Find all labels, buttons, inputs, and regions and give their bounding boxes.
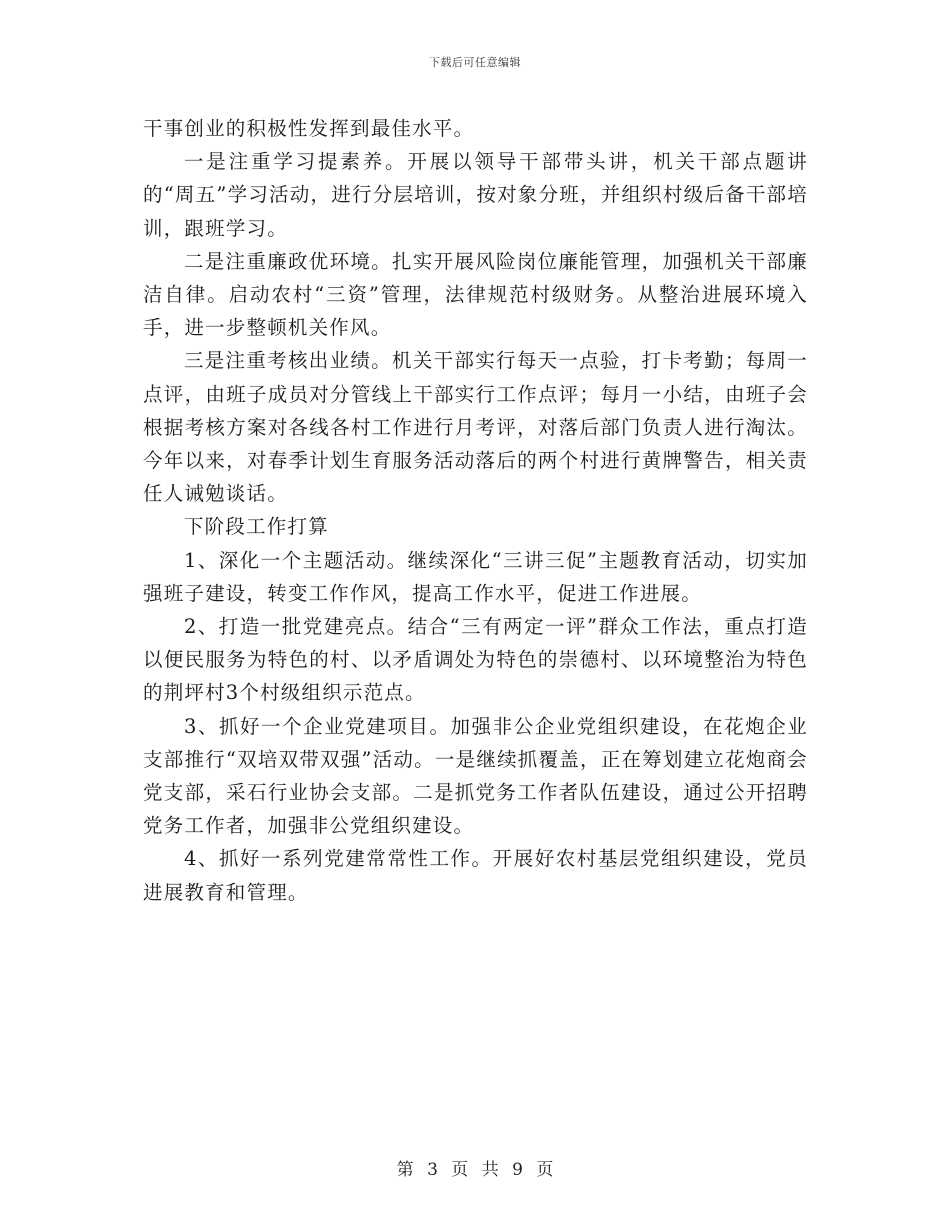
footer-suffix: 页 — [536, 1160, 554, 1180]
paragraph-8: 4、抓好一系列党建常常性工作。开展好农村基层党组织建设，党员进展教育和管理。 — [143, 847, 808, 904]
paragraph-5: 1、深化一个主题活动。继续深化“三讲三促”主题教育活动，切实加强班子建设，转变工作作风，提高工作水平，促进工作进展。 — [143, 548, 808, 605]
footer-page-word: 页 — [451, 1160, 469, 1180]
document-body — [143, 112, 808, 909]
paragraph-7: 3、抓好一个企业党建项目。加强非公企业党组织建设，在花炮企业支部推行“双培双带双强”活动。一是继续抓覆盖，正在筹划建立花炮商会党支部，采石行业协会支部。二是抓党务工作者队伍建设，通过公开招聘党务工作者，加强非公党组织建设。 — [143, 714, 808, 838]
footer-total-pages: 9 — [512, 1160, 523, 1180]
footer-prefix: 第 — [396, 1160, 414, 1180]
paragraph-6: 2、打造一批党建亮点。结合“三有两定一评”群众工作法，重点打造以便民服务为特色的村、以矛盾调处为特色的崇德村、以环境整治为特色的荆坪村3个村级组织示范点。 — [143, 615, 808, 705]
footer-current-page: 3 — [427, 1160, 438, 1180]
footer-total-word: 共 — [481, 1160, 499, 1180]
paragraph-3: 三是注重考核出业绩。机关干部实行每天一点验，打卡考勤；每周一点评，由班子成员对分管线上干部实行工作点评；每月一小结，由班子会根据考核方案对各线各村工作进行月考评，对落后部门负责人进行淘汰。今年以来，对春季计划生育服务活动落后的两个村进行黄牌警告，相关责任人诫勉谈话。 — [143, 349, 808, 506]
paragraph-0: 干事创业的积极性发挥到最佳水平。 — [143, 117, 475, 140]
page-footer — [0, 1155, 950, 1180]
page-header: 下载后可任意编辑 — [429, 56, 521, 69]
paragraph-1: 一是注重学习提素养。开展以领导干部带头讲，机关干部点题讲的“周五”学习活动，进行分层培训，按对象分班，并组织村级后备干部培训，跟班学习。 — [143, 150, 808, 240]
paragraph-2: 二是注重廉政优环境。扎实开展风险岗位廉能管理，加强机关干部廉洁自律。启动农村“三资”管理，法律规范村级财务。从整治进展环境入手，进一步整顿机关作风。 — [143, 249, 808, 340]
section-heading: 下阶段工作打算 — [183, 515, 329, 539]
